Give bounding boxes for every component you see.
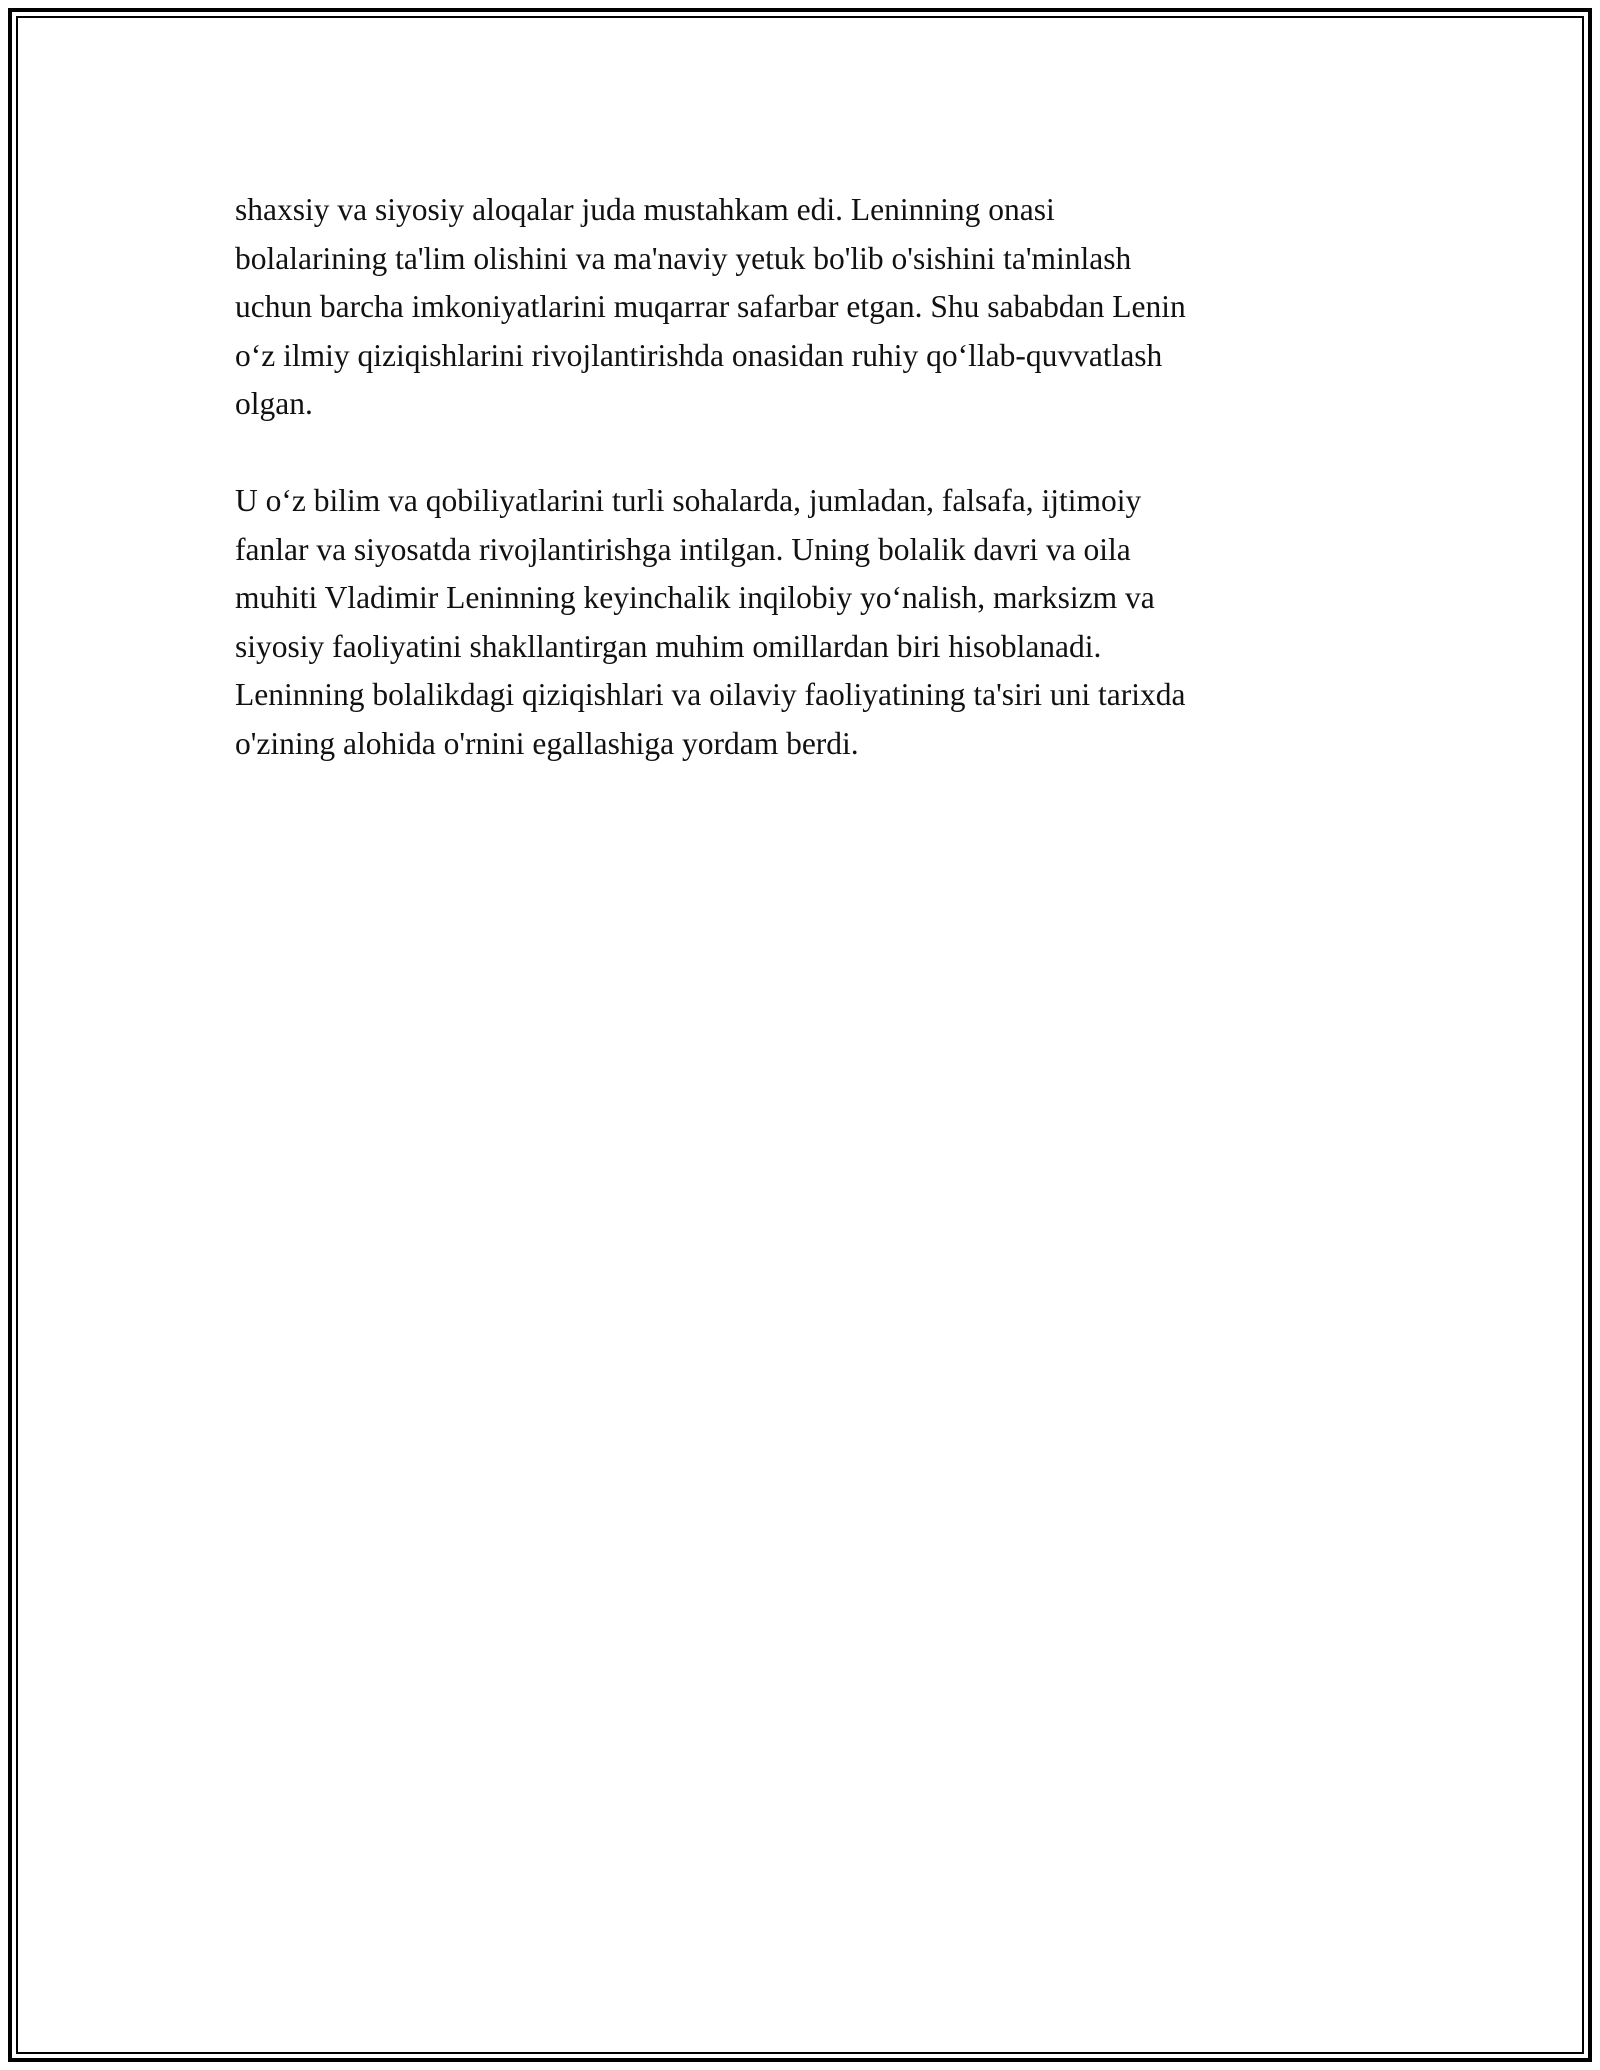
- text-line: siyosiy faoliyatini shakllantirgan muhim omillardan biri hisoblanadi.: [235, 628, 1102, 664]
- text-line: olgan.: [235, 386, 313, 421]
- text-line: shaxsiy va siyosiy aloqalar juda mustahkam edi. Leninning onasi: [235, 192, 1055, 227]
- text-line: o'zining alohida o'rnini egallashiga yordam berdi.: [235, 725, 859, 761]
- text-line: o‘z ilmiy qiziqishlarini rivojlantirishda onasidan ruhiy qo‘llab-quvvatlash: [235, 337, 1163, 373]
- text-line: bolalarining ta'lim olishini va ma'naviy yetuk bo'lib o'sishini ta'minlash: [235, 240, 1132, 276]
- paragraph-1: [235, 186, 1365, 429]
- text-line: uchun barcha imkoniyatlarini muqarrar safarbar etgan. Shu sababdan Lenin: [235, 289, 1186, 324]
- text-line: Leninning bolalikdagi qiziqishlari va oilaviy faoliyatining ta'siri uni tarixda: [235, 677, 1186, 712]
- document-body: [235, 186, 1365, 817]
- paragraph-2: [235, 477, 1365, 768]
- text-line: fanlar va siyosatda rivojlantirishga intilgan. Uning bolalik davri va oila: [235, 531, 1131, 567]
- text-line: U o‘z bilim va qobiliyatlarini turli sohalarda, jumladan, falsafa, ijtimoiy: [235, 483, 1142, 518]
- text-line: muhiti Vladimir Leninning keyinchalik inqilobiy yo‘nalish, marksizm va: [235, 580, 1155, 615]
